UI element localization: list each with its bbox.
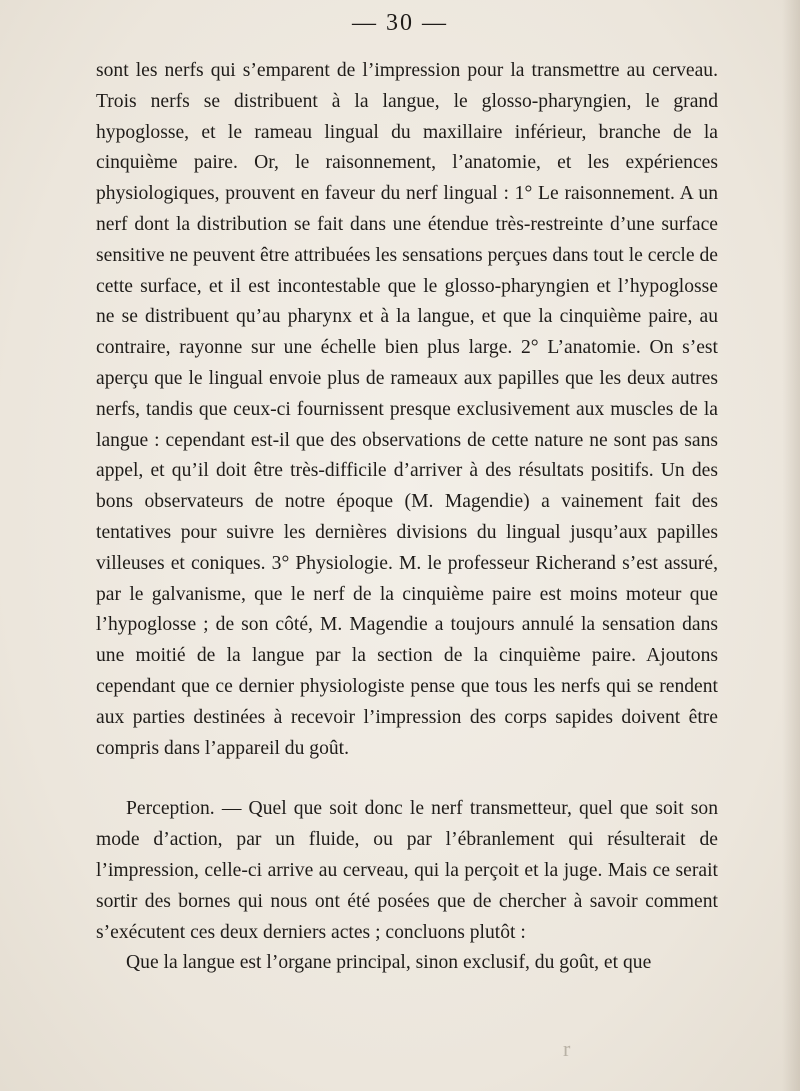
stray-mark: r (563, 1036, 571, 1061)
paragraph-conclusion: Que la langue est l’organe principal, sinon exclusif, du goût, et que (126, 952, 652, 974)
body-text (96, 56, 718, 979)
paragraph-nerves: sont les nerfs qui s’emparent de l’impression pour la transmettre au cerveau. Trois nerfs se distribuent à la langue, le glosso-pharyngien, le grand hypoglosse, et le rameau lingual du maxillaire inférieur, branche de la cinquième paire. Or, le raisonnement, l’anatomie, et les expériences physiologiques, prouvent en faveur du nerf lingual : 1° Le raisonnement. A un nerf dont la distribution se fait dans une étendue très-restreinte d’une surface sensitive ne peuvent être attribuées les sensations perçues dans tout le cercle de cette surface, et il est incontestable que le glosso-pharyngien et l’hypoglosse ne se distribuent qu’au pharynx et à la langue, et que la cinquième paire, au contraire, rayonne sur une échelle bien plus large. 2° L’anatomie. On s’est aperçu que le lingual envoie plus de rameaux aux papilles que les deux autres nerfs, tandis que ceux-ci fournissent presque exclusivement aux muscles de la langue : cependant est-il que des observations de cette nature ne sont pas sans appel, et qu’il doit être très-difficile d’arriver à des résultats positifs. Un des bons observateurs de notre époque (M. Magendie) a vainement fait des tentatives pour suivre les dernières divisions du lingual jusqu’aux papilles villeuses et coniques. 3° Physiologie. M. le professeur Richerand s’est assuré, par le galvanisme, que le nerf de la cinquième paire est moins moteur que l’hypoglosse ; de son côté, M. Magendie a toujours annulé la sensation dans une moitié de la langue par la section de la cinquième paire. Ajoutons cependant que ce dernier physiologiste pense que tous les nerfs qui se rendent aux parties destinées à recevoir l’impression des corps sapides doivent être compris dans l’appareil du goût. (96, 60, 718, 759)
paragraph-perception: Perception. — Quel que soit donc le nerf transmetteur, quel que soit son mode d’action, par un fluide, ou par l’ébranlement qui résulterait de l’impression, celle-ci arrive au cerveau, qui la perçoit et la juge. Mais ce serait sortir des bornes qui nous ont été posées que de chercher à savoir comment s’exécutent ces deux derniers actes ; concluons plutôt : (96, 798, 718, 943)
paragraph-gap (96, 764, 718, 794)
page-edge-shadow (782, 0, 800, 1091)
page-number-header: — 30 — (352, 10, 448, 36)
